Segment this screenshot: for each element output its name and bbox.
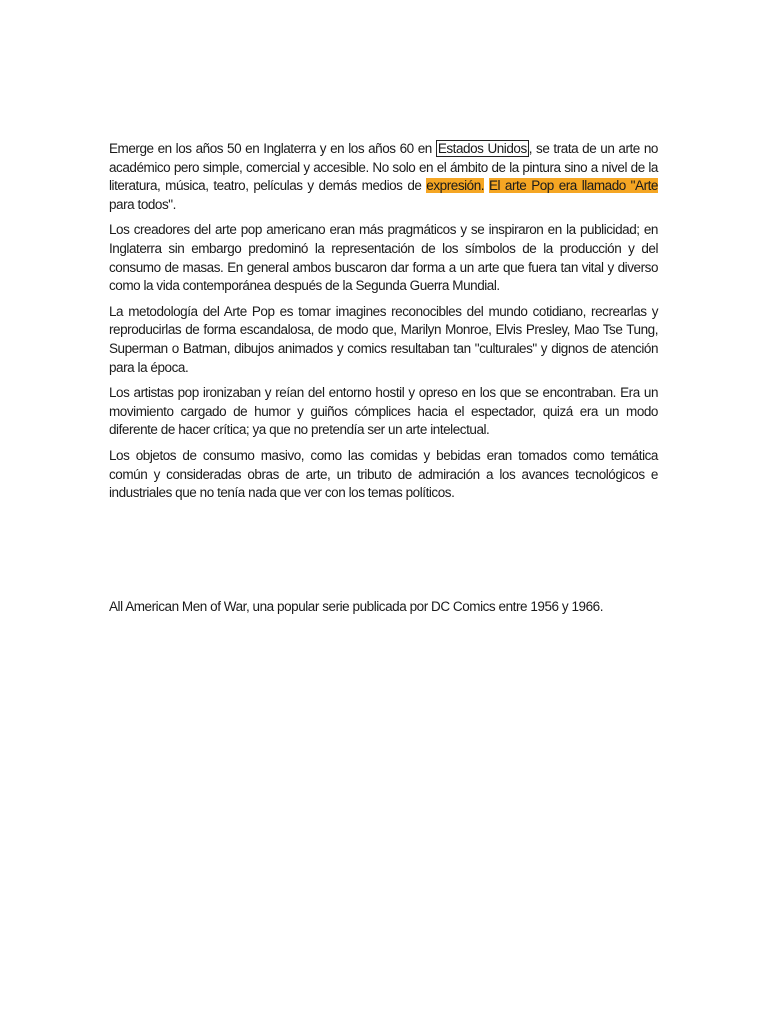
paragraph-1: [109, 140, 658, 214]
paragraph-2: Los creadores del arte pop americano eran más pragmáticos y se inspiraron en la publicidad; en Inglaterra sin embargo predominó la representación de los símbolos de la producción y del consumo de masas. En general ambos buscaron dar forma a un arte que fuera tan vital y diverso como la vida contemporánea después de la Segunda Guerra Mundial.: [109, 222, 658, 294]
image-caption: All American Men of War, una popular serie publicada por DC Comics entre 1956 y 1966.: [109, 599, 604, 614]
paragraph-5: Los objetos de consumo masivo, como las comidas y bebidas eran tomados como temática común y consideradas obras de arte, un tributo de admiración a los avances tecnológicos e industriales que no tenía nada que ver con los temas políticos.: [109, 447, 658, 501]
document-body: [109, 140, 658, 510]
boxed-term: Estados Unidos: [437, 141, 527, 156]
highlight-expresion: expresión.: [426, 178, 485, 194]
p1-text-middle: , se trata de un arte no académico pero simple, comercial y accesible. No solo en el ámbito de la pintura sino a nivel de la literatura, música, teatro, películas y demás medios de: [109, 141, 658, 194]
p1-text-start: Emerge en los años 50 en Inglaterra y en los años 60 en: [109, 141, 436, 156]
p1-text-end: para todos".: [109, 196, 176, 212]
paragraph-3: La metodología del Arte Pop es tomar imagines reconocibles del mundo cotidiano, recrearlas y reproducirlas de forma escandalosa, de modo que, Marilyn Monroe, Elvis Presley, Mao Tse Tung, Superman o Batman, dibujos animados y comics resultaban tan "culturales" y dignos de atención para la época.: [109, 303, 658, 375]
highlight-arte-pop: El arte Pop era llamado "Arte: [488, 178, 658, 194]
paragraph-4: Los artistas pop ironizaban y reían del entorno hostil y opreso en los que se encontraban. Era un movimiento cargado de humor y guiños cómplices hacia el espectador, quizá era un modo diferente de hacer crítica; ya que no pretendía ser un arte intelectual.: [109, 385, 658, 438]
